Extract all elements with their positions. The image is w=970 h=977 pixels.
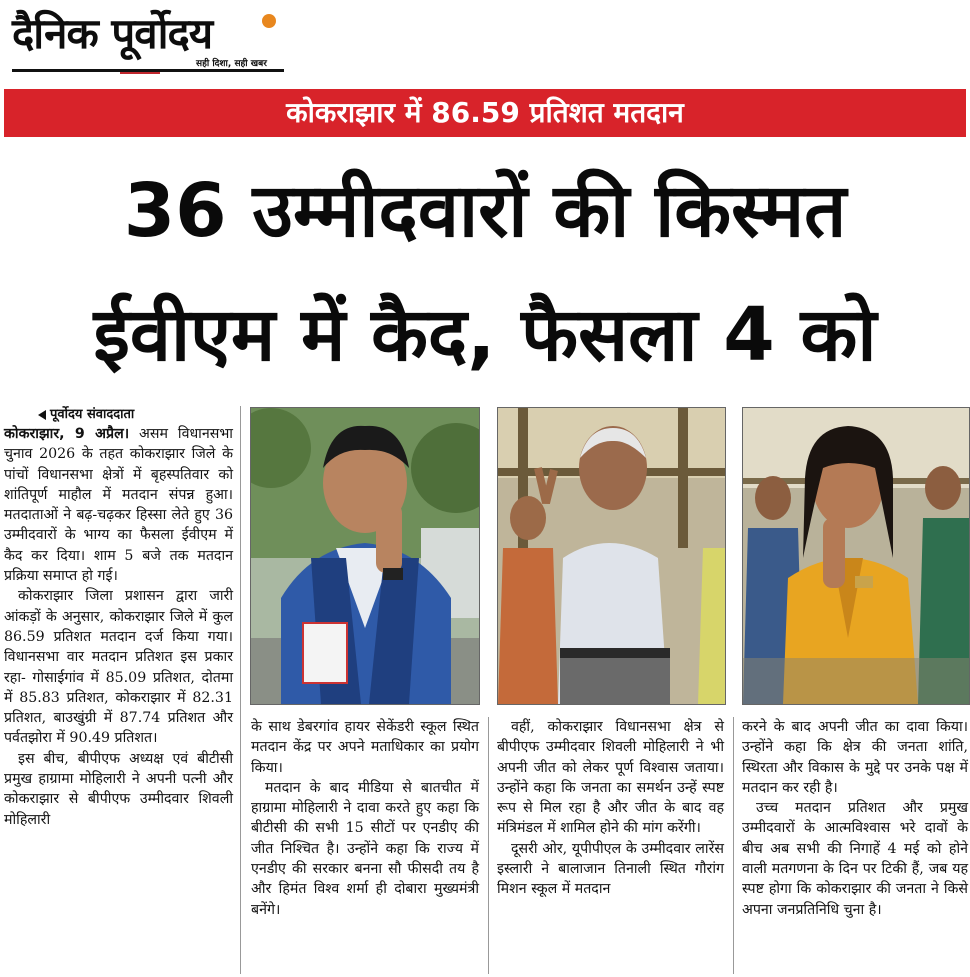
article-column-3 bbox=[497, 717, 724, 900]
article-column-4 bbox=[742, 717, 968, 920]
article-paragraph: इस बीच, बीपीएफ अध्यक्ष एवं बीटीसी प्रमुख हाग्रामा मोहिलारी ने अपनी पत्नी और कोकराझार से बीपीएफ उम्मीदवार शिवली मोहिलारी bbox=[4, 750, 233, 828]
article-column-2 bbox=[251, 717, 479, 920]
column-divider bbox=[240, 406, 241, 974]
headline-line-2: ईवीएम में कैद, फैसला 4 को bbox=[93, 292, 877, 378]
dateline: कोकराझार, 9 अप्रैल। bbox=[4, 426, 130, 442]
article-paragraph bbox=[4, 424, 233, 586]
byline-text: पूर्वोदय संवाददाता bbox=[50, 407, 135, 422]
photo-hagrama-mohilary bbox=[250, 407, 480, 705]
article-paragraph: उच्च मतदान प्रतिशत और प्रमुख उम्मीदवारों के आत्मविश्वास भरे दावों के बीच अब सभी की निगाहें 4 मई को होने वाली मतगणना के दिन पर टिकी हैं, जब यह स्पष्ट होगा कि कोकराझार की जनता ने किसे अपना जनप्रतिनिधि चुना है। bbox=[742, 800, 968, 918]
column-divider bbox=[488, 717, 489, 974]
article-paragraph: करने के बाद अपनी जीत का दावा किया। उन्होंने कहा कि क्षेत्र की जनता शांति, स्थिरता और विकास के मुद्दे पर उनके पक्ष में मतदान कर रही है। bbox=[742, 719, 968, 796]
article-paragraph: दूसरी ओर, यूपीपीएल के उम्मीदवार लारेंस इस्लारी ने बालाजान तिनाली स्थित गौरांग मिशन स्कूल में मतदान bbox=[497, 840, 724, 898]
photo-shivli-mohilary-supporter bbox=[497, 407, 726, 705]
masthead bbox=[0, 0, 970, 86]
article-paragraph: के साथ डेबरगांव हायर सेकेंडरी स्कूल स्थित मतदान केंद्र पर अपने मताधिकार का प्रयोग किया। bbox=[251, 719, 479, 776]
article-paragraph: वहीं, कोकराझार विधानसभा क्षेत्र से बीपीएफ उम्मीदवार शिवली मोहिलारी ने भी अपनी जीत को लेकर पूर्ण विश्वास जताया। उन्होंने कहा कि जनता का समर्थन उन्हें स्पष्ट रूप से मिल रहा है और जीत के बाद वह मंत्रिमंडल में शामिल होने की मांग करेंगी। bbox=[497, 719, 724, 837]
photo-woman-voter bbox=[742, 407, 970, 705]
article-paragraph: मतदान के बाद मीडिया से बातचीत में हाग्रामा मोहिलारी ने दावा करते हुए कहा कि बीटीसी की सभी 15 सीटों पर एनडीए की जीत निश्चित है। उन्होंने कहा कि राज्य में एनडीए की सरकार बनना सौ फीसदी तय है और हिमंत विश्व शर्मा ही दोबारा मुख्यमंत्री बनेंगे। bbox=[251, 779, 479, 918]
article-column-1 bbox=[4, 406, 233, 830]
column-divider bbox=[733, 717, 734, 974]
headline-line-1: 36 उम्मीदवारों की किस्मत bbox=[123, 168, 847, 254]
kicker-text: कोकराझार में 86.59 प्रतिशत मतदान bbox=[286, 96, 684, 129]
newspaper-logo: दैनिक पूर्वोदय bbox=[12, 9, 213, 58]
kicker-banner bbox=[4, 89, 966, 137]
logo-accent-dot bbox=[262, 14, 276, 28]
paragraph-text: असम विधानसभा चुनाव 2026 के तहत कोकराझार जिले के पांचों विधानसभा क्षेत्रों में बृहस्पतिवार को शांतिपूर्ण माहौल में मतदान संपन्न हुआ। मतदाताओं ने बढ़-चढ़कर हिस्सा लेते हुए 36 उम्मीदवारों के भाग्य का फैसला ईवीएम में कैद कर दिया। शाम 5 बजे तक मतदान प्रक्रिया समाप्त हो गई। bbox=[4, 426, 233, 585]
byline-arrow-icon bbox=[38, 410, 46, 420]
logo-underline-accent bbox=[120, 72, 160, 74]
article-paragraph: कोकराझार जिला प्रशासन द्वारा जारी आंकड़ों के अनुसार, कोकराझार जिले में कुल 86.59 प्रतिशत मतदान दर्ज किया गया। विधानसभा वार मतदान प्रतिशत इस प्रकार रहा- गोसाईगांव में 85.09 प्रतिशत, दोतमा में 85.83 प्रतिशत, कोकराझार में 82.31 प्रतिशत, बाउखुंग्री में 87.74 प्रतिशत और पर्वतझोरा में 90.49 प्रतिशत। bbox=[4, 588, 233, 747]
byline bbox=[4, 406, 233, 424]
newspaper-tagline: सही दिशा, सही खबर bbox=[196, 59, 267, 69]
